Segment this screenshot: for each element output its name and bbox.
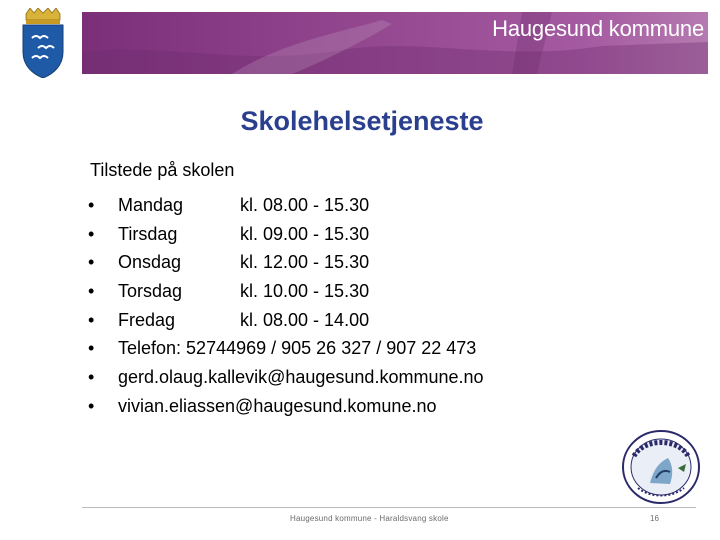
bullet-icon: • [88,195,95,215]
footer-text: Haugesund kommune - Haraldsvang skole [290,514,449,523]
footer-divider [82,507,696,508]
bullet-icon: • [88,281,95,302]
schedule-time: kl. 10.00 - 15.30 [240,281,370,302]
bullet-icon: • [88,252,95,273]
schedule-time: kl. 09.00 - 15.30 [240,223,370,244]
schedule-day: Torsdag [118,281,183,302]
schedule-day: Onsdag [118,252,182,273]
slide-title: Skolehelsetjeneste [240,106,484,136]
page-number: 16 [650,514,659,523]
brand-title: Haugesund kommune [492,16,704,41]
schedule-time: kl. 08.00 - 15.30 [240,195,370,215]
schedule-day: Tirsdag [118,223,178,244]
slide-subtitle: Tilstede på skolen [90,160,235,180]
haraldsvang-skole-logo-icon [620,428,702,506]
bullet-icon: • [88,309,95,330]
schedule-day: Mandag [118,195,184,215]
phone-numbers: Telefon: 52744969 / 905 26 327 / 907 22 473 [118,338,477,359]
schedule-time: kl. 08.00 - 14.00 [240,309,370,330]
bullet-icon: • [88,395,95,416]
schedule-time: kl. 12.00 - 15.30 [240,252,370,273]
email-link[interactable]: gerd.olaug.kallevik@haugesund.kommune.no [118,367,484,388]
haugesund-coat-of-arms-icon [18,8,68,78]
bullet-icon: • [88,367,95,388]
bullet-icon: • [88,223,95,244]
header-banner [82,12,708,74]
email-link[interactable]: vivian.eliassen@haugesund.komune.no [118,395,437,416]
schedule-day: Fredag [118,309,176,330]
bullet-icon: • [88,338,95,359]
